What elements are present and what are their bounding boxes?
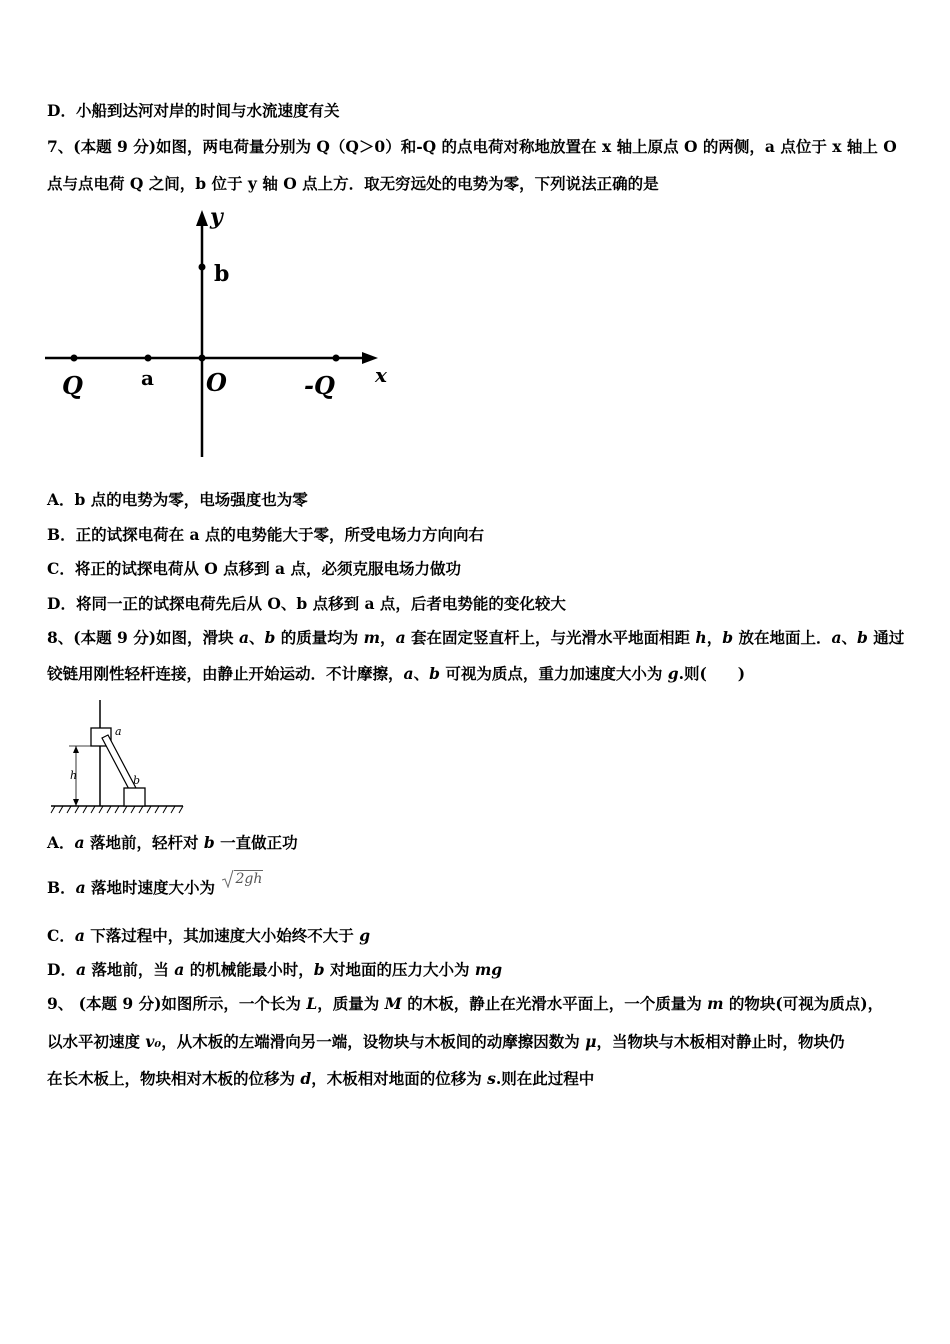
y-axis-arrow: [196, 210, 208, 226]
rigid-rod: [102, 735, 137, 793]
q9-text-line3: 在长木板上，物块相对木板的位移为 d，木板相对地面的位移为 s.则在此过程中: [47, 1069, 595, 1088]
a-label: a: [141, 366, 154, 390]
q8-option-b: B．a 落地时速度大小为 2gh: [47, 878, 263, 899]
q7-option-a: A．b 点的电势为零，电场强度也为零: [47, 490, 308, 509]
charge-q-point: [71, 355, 78, 362]
q-label: Q: [62, 371, 83, 400]
q7-option-c: C．将正的试探电荷从 O 点移到 a 点，必须克服电场力做功: [47, 559, 461, 578]
x-label: x: [375, 363, 387, 387]
q7-text-line2: 点与点电荷 Q 之间，b 位于 y 轴 O 点上方．取无穷远处的电势为零，下列说法正确的是: [47, 174, 659, 193]
h-label: h: [70, 769, 78, 782]
origin-point: [199, 355, 206, 362]
q9-text-line1: 9、 (本题 9 分)如图所示，一个长为 L，质量为 M 的木板，静止在光滑水平面上，一个质量为 m 的物块(可视为质点)，: [47, 994, 884, 1013]
q8-option-c: C．a 下落过程中，其加速度大小始终不大于 g: [47, 926, 371, 945]
neg-q-label: -Q: [304, 371, 335, 400]
q8-text-line1: 8、(本题 9 分)如图，滑块 a、b 的质量均为 m，a 套在固定竖直杆上，与光滑水平地面相距 h，b 放在地面上．a、b 通过: [47, 628, 905, 647]
ground-hatch: [51, 806, 183, 813]
sqrt-2gh-formula: 2gh: [222, 868, 263, 889]
sqrt-sign: [222, 870, 234, 888]
o-label: O: [206, 368, 227, 397]
option-d-q6: D．小船到达河对岸的时间与水流速度有关: [47, 101, 340, 120]
h-arrow-down: [73, 799, 79, 806]
charge-negq-point: [333, 355, 340, 362]
q8-option-d: D．a 落地前，当 a 的机械能最小时，b 对地面的压力大小为 mg: [47, 960, 503, 979]
q9-text-line2: 以水平初速度 v₀，从木板的左端滑向另一端，设物块与木板间的动摩擦因数为 μ，当物块与木板相对静止时，物块仍: [47, 1032, 845, 1051]
q8-option-a: A．a 落地前，轻杆对 b 一直做正功: [47, 833, 298, 852]
b-label: b: [133, 774, 141, 787]
q7-option-b: B．正的试探电荷在 a 点的电势能大于零，所受电场力方向向右: [47, 525, 484, 544]
q8-text-line2: 铰链用刚性轻杆连接，由静止开始运动．不计摩擦，a、b 可视为质点，重力加速度大小为 g.则( ): [47, 664, 746, 683]
slider-b-block: [124, 788, 145, 806]
q8-figure-slider: [45, 698, 190, 816]
b-label: b: [214, 261, 230, 287]
q7-figure-axes: [40, 200, 400, 462]
y-label: y: [210, 204, 223, 230]
h-arrow-up: [73, 746, 79, 753]
point-a: [145, 355, 152, 362]
q7-option-d: D．将同一正的试探电荷先后从 O、b 点移到 a 点，后者电势能的变化较大: [47, 594, 566, 613]
a-label: a: [115, 725, 122, 738]
point-b: [199, 264, 206, 271]
q7-text-line1: 7、(本题 9 分)如图，两电荷量分别为 Q（Q＞0）和-Q 的点电荷对称地放置在 x 轴上原点 O 的两侧，a 点位于 x 轴上 O: [47, 137, 897, 156]
